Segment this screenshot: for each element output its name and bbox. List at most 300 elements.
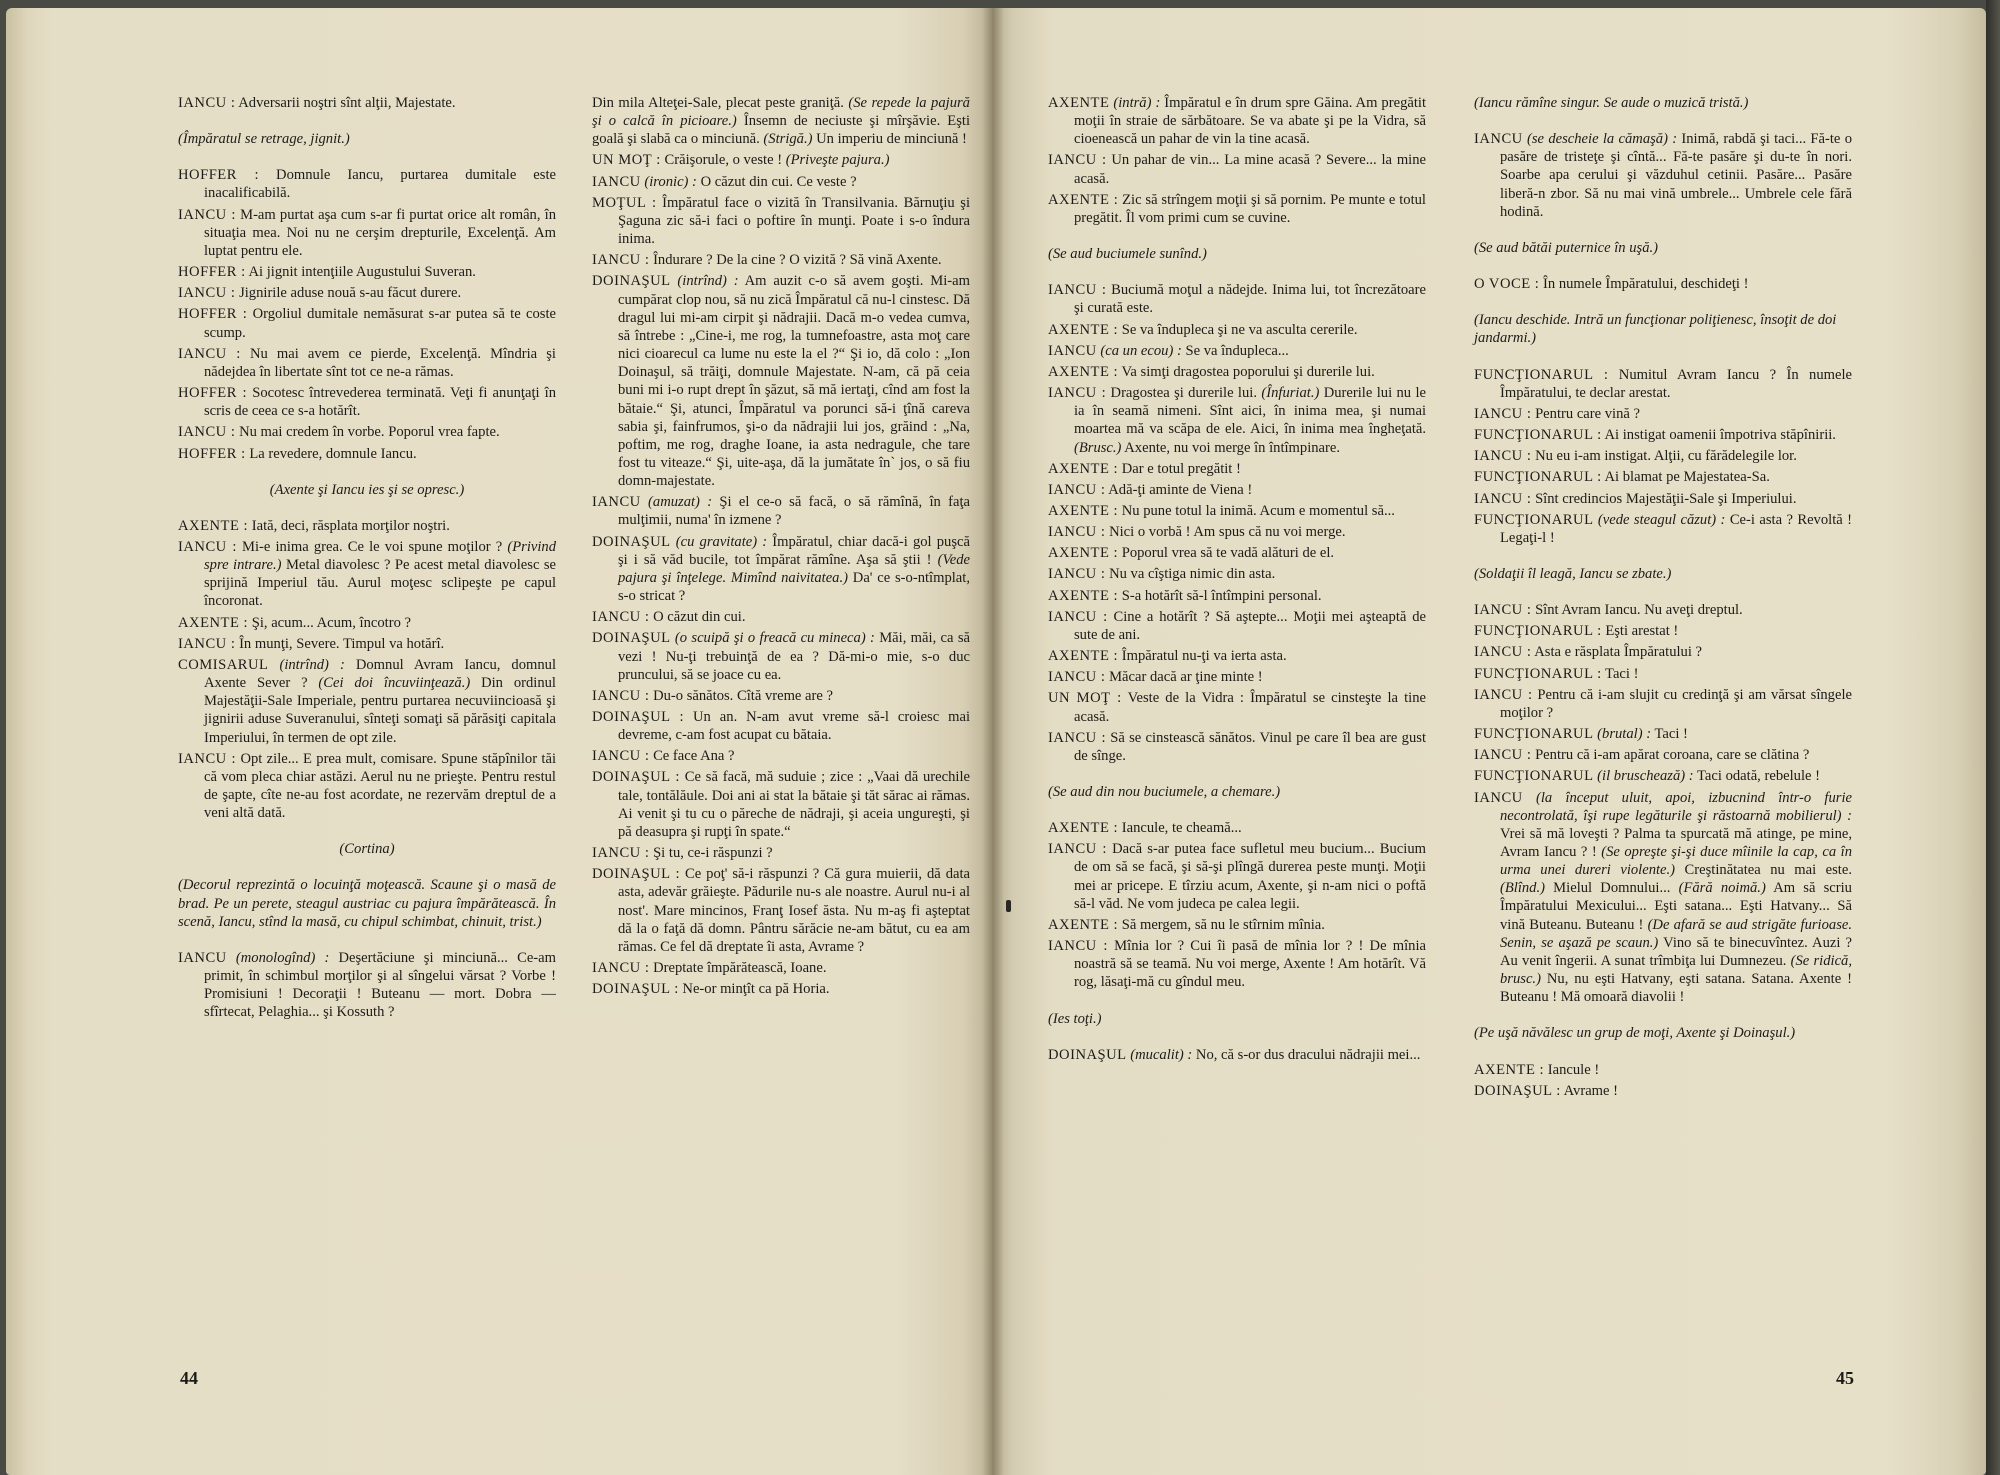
stage-direction-text: (Soldaţii îl leagă, Iancu se zbate.) <box>1474 565 1672 582</box>
speaker-name: AXENTE <box>1048 95 1110 111</box>
dialogue-text: Adversarii noştri sînt alţii, Majestate. <box>235 95 456 111</box>
stage-direction-inline: (De afară se aud strigăte furioase. Senin, se aşază pe scaun.) <box>1500 916 1853 951</box>
stage-direction-text: (Ies toţi.) <box>1048 1010 1102 1027</box>
speaker-name: DOINAŞUL <box>592 273 671 290</box>
dialogue-text: Va simţi dragostea poporului şi durerile lui. <box>1118 363 1375 380</box>
speaker-name: AXENTE : <box>1048 545 1119 562</box>
dialogue-line <box>1048 481 1426 499</box>
dialogue-line <box>1048 729 1426 765</box>
dialogue-text: Jignirile aduse nouă s-au făcut durere. <box>235 285 462 302</box>
speaker-name: DOINAŞUL <box>1048 1046 1127 1063</box>
dialogue-line <box>1048 151 1426 187</box>
dialogue-line <box>592 194 970 248</box>
dialogue-text: Dreptate împărătească, Ioane. <box>649 960 827 977</box>
speaker-name: FUNCŢIONARUL <box>1474 768 1594 785</box>
speaker-name: AXENTE : <box>1048 648 1119 665</box>
speaker-name: IANCU : <box>592 845 650 862</box>
text-column-right-2 <box>1474 94 1852 1103</box>
background-edge <box>1986 0 2000 1475</box>
dialogue-text: Adă-ţi aminte de Viena ! <box>1105 481 1253 498</box>
dialogue-line <box>1048 384 1426 457</box>
stage-direction-inline: (intrînd) : <box>268 656 345 673</box>
dialogue-line <box>1048 647 1426 665</box>
speaker-name: IANCU : <box>178 95 236 111</box>
text-column-left-2 <box>592 94 970 1001</box>
dialogue-text: Nu va cîştiga nimic din asta. <box>1105 566 1276 583</box>
stage-direction-inline: (amuzat) : <box>640 494 713 511</box>
speaker-name: DOINAŞUL : <box>592 709 685 725</box>
speaker-name: IANCU : <box>1048 938 1108 955</box>
dialogue-line <box>1474 767 1852 785</box>
dialogue-line <box>1048 523 1426 541</box>
speaker-name: IANCU : <box>592 609 650 626</box>
dialogue-text: Poporul vrea să te vadă alături de el. <box>1118 545 1335 562</box>
stage-direction-inline: (ironic) : <box>640 173 697 190</box>
dialogue-line <box>592 608 970 626</box>
dialogue-line <box>1048 608 1426 644</box>
dialogue-line <box>1048 916 1426 934</box>
stage-direction-inline: (o scuipă şi o freacă cu mineca) : <box>670 630 875 647</box>
speaker-name: AXENTE : <box>1048 363 1119 380</box>
stage-direction <box>1048 1010 1426 1028</box>
dialogue-line <box>592 493 970 529</box>
dialogue-text: Nu pune totul la inimă. Acum e momentul să... <box>1118 502 1395 519</box>
speaker-name: FUNCŢIONARUL : <box>1474 665 1602 682</box>
dialogue-text: Zic să strîngem moţii şi să pornim. Pe munte e totul pregătit. Îl vom primi cum se cuvine. <box>1074 191 1426 226</box>
dialogue-text: Nici o vorbă ! Am spus că nu voi merge. <box>1105 524 1346 541</box>
stage-direction-inline: (la început uluit, apoi, izbucnind într-o furie necontrolată, îşi rupe legăturile şi răstoarnă mobilierul) : <box>1500 789 1852 824</box>
dialogue-line <box>178 284 556 302</box>
dialogue-line <box>178 206 556 260</box>
dialogue-text: La revedere, domnule Iancu. <box>245 445 417 462</box>
dialogue-line <box>1474 686 1852 722</box>
speaker-name: AXENTE : <box>1048 321 1119 338</box>
dialogue-text: Opt zile... E prea mult, comisare. Spune stăpînilor tăi că vom pleca chiar astăzi. Aerul nu ne prieşte. Pentru restul de şapte, cîte ne-au fost acordate, ne rezervăm dreptul de a veni altă dată. <box>204 750 556 822</box>
dialogue-text: Pentru că i-am slujit cu credinţă şi am vărsat sîngele moţilor ? <box>1500 686 1852 721</box>
speaker-name: IANCU : <box>1048 841 1107 858</box>
speaker-name: AXENTE : <box>1474 1061 1545 1078</box>
speaker-name: IANCU : <box>1048 566 1106 583</box>
stage-direction-text: (Cortina) <box>339 841 395 858</box>
dialogue-line <box>1474 622 1852 640</box>
dialogue-line <box>1474 275 1852 293</box>
speaker-name: FUNCŢIONARUL : <box>1474 469 1602 486</box>
stage-direction-inline: (Cei doi încuviinţează.) <box>318 675 471 692</box>
speaker-name: IANCU : <box>1048 152 1107 169</box>
dialogue-text: Domnul Avram Iancu, domnul Axente Sever ? <box>204 656 556 692</box>
dialogue-text: Pentru care vină ? <box>1531 405 1641 422</box>
speaker-name: IANCU : <box>592 960 650 977</box>
stage-direction-inline: (ca un ecou) : <box>1096 342 1182 359</box>
dialogue-text: Metal diavolesc ? Pe acest metal diavolesc se sprijină Imperiul tău. Aurul moţesc sclipeşte pe capul încoronat. <box>204 557 556 610</box>
speaker-name: IANCU : <box>178 750 237 767</box>
dialogue-text: Ai blamat pe Majestatea-Sa. <box>1601 469 1770 486</box>
dialogue-line <box>178 94 556 112</box>
speaker-name: IANCU : <box>1048 385 1107 402</box>
dialogue-text: Numitul Avram Iancu ? În numele Împăratului, te declar arestat. <box>1500 366 1852 401</box>
stage-direction <box>178 130 556 148</box>
stage-direction-inline: (il bruschează) : <box>1593 768 1694 785</box>
speaker-name: FUNCŢIONARUL : <box>1474 623 1602 640</box>
dialogue-text: Vino să te binecuvîntez. Auzi ? Au venit îngerii. A sunat trîmbiţa lui Dumnezeu. <box>1500 934 1853 969</box>
dialogue-line <box>1048 94 1426 148</box>
dialogue-line <box>592 747 970 765</box>
speaker-name: IANCU <box>1474 789 1523 806</box>
dialogue-text: S-a hotărît să-l întîmpini personal. <box>1118 587 1322 604</box>
dialogue-text: Nu mai credem în vorbe. Poporul vrea fapte. <box>235 424 500 441</box>
stage-direction-inline: (brutal) : <box>1593 726 1652 743</box>
dialogue-line <box>1474 366 1852 402</box>
speaker-name: IANCU : <box>1048 282 1107 299</box>
stage-direction-inline: (Vede pajura şi înţelege. Mimînd naivitatea.) <box>618 551 970 586</box>
dialogue-text: Ai jignit intenţiile Augustului Suveran. <box>245 264 476 281</box>
stage-direction-inline: (Blînd.) <box>1500 880 1545 897</box>
dialogue-line <box>1474 130 1852 221</box>
dialogue-text: Dar e totul pregătit ! <box>1118 460 1241 477</box>
gutter-mark <box>1006 900 1011 912</box>
page-number-right: 45 <box>1836 1368 1854 1388</box>
speaker-name: IANCU <box>592 494 641 511</box>
speaker-name: FUNCŢIONARUL : <box>1474 427 1602 444</box>
dialogue-text: Sînt Avram Iancu. Nu aveţi dreptul. <box>1531 602 1743 619</box>
dialogue-text: În munţi, Severe. Timpul va hotărî. <box>235 635 445 652</box>
stage-direction-inline: (mucalit) : <box>1126 1046 1193 1063</box>
dialogue-text: Avrame ! <box>1560 1082 1619 1099</box>
dialogue-text: O căzut din cui. Ce veste ? <box>696 173 857 190</box>
speaker-name: IANCU <box>178 949 227 966</box>
speaker-name: IANCU : <box>592 687 650 704</box>
dialogue-text: Cine a hotărît ? Să aştepte... Moţii mei aşteaptă de sute de ani. <box>1074 608 1427 643</box>
dialogue-line <box>178 538 556 611</box>
dialogue-text: Taci ! <box>1601 665 1639 682</box>
dialogue-text: Din mila Alteţei-Sale, plecat peste graniţă. <box>592 95 849 111</box>
text-column-left-1 <box>178 94 556 1025</box>
speaker-name: HOFFER : <box>178 264 246 281</box>
speaker-name: O VOCE : <box>1474 276 1540 293</box>
dialogue-text: Un pahar de vin... La mine acasă ? Severe... la mine acasă. <box>1074 152 1427 187</box>
dialogue-text: Crăişorule, o veste ! <box>660 152 786 169</box>
dialogue-line <box>178 263 556 281</box>
stage-direction-text: (Axente şi Iancu ies şi se opresc.) <box>269 481 465 498</box>
dialogue-text: Ce-i asta ? Revoltă ! Legaţi-l ! <box>1500 511 1852 546</box>
dialogue-text: Să mergem, să nu le stîrnim mînia. <box>1118 916 1325 933</box>
dialogue-text: Împăratul nu-ţi va ierta asta. <box>1118 648 1287 665</box>
dialogue-line <box>1048 937 1426 991</box>
stage-direction <box>1474 239 1852 257</box>
dialogue-text: Nu, nu eşti Hatvany, eşti satana. Satana. Axente ! Buteanu ! Mă omoară diavolii ! <box>1500 971 1852 1006</box>
dialogue-text: Un an. N-am avut vreme să-l croiesc mai devreme, c-am fost acupat cu bătaia. <box>618 709 971 744</box>
speaker-name: AXENTE : <box>1048 191 1119 208</box>
dialogue-text: O căzut din cui. <box>649 609 746 626</box>
dialogue-line <box>178 517 556 535</box>
dialogue-line <box>592 151 970 169</box>
dialogue-line <box>178 750 556 823</box>
dialogue-line <box>1474 405 1852 423</box>
dialogue-text: Orgoliul dumitale nemăsurat s-ar putea să te coste scump. <box>204 306 556 341</box>
dialogue-line <box>178 384 556 420</box>
dialogue-text: Ai instigat oamenii împotriva stăpînirii. <box>1601 427 1836 444</box>
dialogue-text: Nu mai avem ce pierde, Excelenţă. Mîndria şi nădejdea în libertate sînt tot ce ne-a rămas. <box>204 345 556 380</box>
speaker-name: IANCU : <box>1474 448 1532 465</box>
stage-direction <box>1474 94 1852 112</box>
dialogue-text: Un imperiu de minciună ! <box>812 131 967 148</box>
speaker-name: IANCU : <box>1048 524 1106 541</box>
dialogue-line <box>592 844 970 862</box>
dialogue-line <box>178 614 556 632</box>
dialogue-line <box>592 865 970 956</box>
dialogue-text: Domnule Iancu, purtarea dumitale este inacalificabilă. <box>204 167 556 202</box>
speaker-name: DOINAŞUL : <box>592 981 679 998</box>
stage-direction-inline: (se descheie la cămaşă) : <box>1522 131 1678 148</box>
speaker-name: IANCU : <box>178 635 236 652</box>
dialogue-line <box>592 94 970 148</box>
dialogue-line <box>1474 643 1852 661</box>
dialogue-line <box>1048 544 1426 562</box>
stage-direction-inline: (Înfuriat.) <box>1261 385 1320 402</box>
speaker-name: UN MOŢ : <box>1048 690 1122 707</box>
dialogue-line <box>592 173 970 191</box>
dialogue-text: Nu eu i-am instigat. Alţii, cu fărădelegile lor. <box>1531 448 1797 465</box>
speaker-name: IANCU : <box>1474 747 1532 764</box>
stage-direction-inline: (intră) : <box>1109 95 1161 111</box>
stage-direction-inline: (Se opreşte şi-şi duce mîinile la cap, ca în urma unei dureri violente.) <box>1500 844 1852 879</box>
stage-direction-text: (Împăratul se retrage, jignit.) <box>178 131 350 148</box>
dialogue-line <box>1474 426 1852 444</box>
stage-direction-inline: (Priveşte pajura.) <box>785 152 890 169</box>
dialogue-text: Măi, măi, ca să vezi ! Nu-ţi trebuinţă de ea ? Dă-mi-o mie, s-o duc pruncului, să se joace cu ea. <box>618 630 970 683</box>
speaker-name: DOINAŞUL <box>592 630 671 647</box>
dialogue-line <box>178 423 556 441</box>
stage-direction <box>178 876 556 930</box>
text-column-right-1 <box>1048 94 1426 1067</box>
dialogue-text: Da' ce s-o-ntîmplat, s-o stricat ? <box>618 569 970 605</box>
dialogue-text: Sînt credincios Majestăţii-Sale şi Imperiului. <box>1531 490 1797 507</box>
dialogue-text: M-am purtat aşa cum s-ar fi purtat orice alt român, în situaţia mea. Noi nu ne cerşim drepturile, Excelenţă. Am luptat pentru ele. <box>204 206 557 259</box>
dialogue-line <box>178 445 556 463</box>
dialogue-text: În numele Împăratului, deschideţi ! <box>1539 276 1749 293</box>
dialogue-line <box>1474 447 1852 465</box>
dialogue-text: Împăratul, chiar dacă-i gol puşcă şi i să văd bucile, tot împărat rămîne. Aşa să ştii ! <box>618 533 970 568</box>
dialogue-text: Socotesc întrevederea terminată. Veţi fi anunţaţi în scris de ceea ce s-a hotărît. <box>204 385 556 420</box>
dialogue-line <box>1474 789 1852 1007</box>
dialogue-line <box>178 166 556 202</box>
dialogue-text: Du-o sănătos. Cîtă vreme are ? <box>649 687 833 704</box>
dialogue-line <box>1474 746 1852 764</box>
dialogue-text: Dragostea şi durerile lui. <box>1106 385 1262 402</box>
speaker-name: DOINAŞUL : <box>1474 1082 1561 1099</box>
dialogue-text: Mi-e inima grea. Ce le voi spune moţilor ? <box>236 538 508 555</box>
dialogue-line <box>178 656 556 747</box>
speaker-name: IANCU : <box>592 748 650 765</box>
speaker-name: IANCU : <box>1474 686 1533 703</box>
speaker-name: IANCU : <box>1474 490 1532 507</box>
dialogue-text: Îndurare ? De la cine ? O vizită ? Să vină Axente. <box>649 252 942 269</box>
speaker-name: AXENTE : <box>1048 820 1119 837</box>
speaker-name: IANCU : <box>1474 644 1532 661</box>
dialogue-line <box>1048 1046 1426 1064</box>
speaker-name: FUNCŢIONARUL <box>1474 511 1594 528</box>
stage-direction-inline: (Fără noimă.) <box>1678 880 1766 897</box>
dialogue-line <box>1474 511 1852 547</box>
dialogue-line <box>178 949 556 1022</box>
speaker-name: IANCU : <box>1474 405 1532 422</box>
dialogue-line <box>592 251 970 269</box>
stage-direction-text: (Se aud din nou buciumele, a chemare.) <box>1048 784 1281 800</box>
stage-direction <box>1474 311 1852 347</box>
dialogue-line <box>592 980 970 998</box>
dialogue-line <box>592 959 970 977</box>
speaker-name: IANCU : <box>1048 608 1108 625</box>
speaker-name: AXENTE : <box>1048 916 1119 933</box>
dialogue-text: Să se cinstească sănătos. Vinul pe care îl bea are gust de sînge. <box>1074 729 1426 764</box>
speaker-name: IANCU : <box>178 345 241 362</box>
stage-direction <box>1474 1024 1852 1042</box>
dialogue-text: Şi, acum... Acum, încotro ? <box>248 614 412 631</box>
speaker-name: HOFFER : <box>178 445 246 462</box>
speaker-name: FUNCŢIONARUL <box>1474 726 1594 743</box>
speaker-name: IANCU <box>592 173 641 190</box>
dialogue-line <box>592 629 970 683</box>
dialogue-text: Deşertăciune şi minciună... Ce-am primit, în schimbul morţilor şi al sîngelui vărsat ? Vorbe ! Promisiuni ! Decoraţii ! Buteanu — mort. Dobra — sfîrtecat, Pelaghia... şi Kossuth ? <box>204 949 556 1021</box>
stage-direction <box>1474 565 1852 583</box>
book-gutter <box>982 8 1004 1475</box>
dialogue-text: Ne-or minţît ca pă Horia. <box>678 981 830 998</box>
dialogue-text: No, că s-or dus dracului nădrajii mei... <box>1192 1046 1421 1063</box>
stage-direction-text: (Pe uşă năvălesc un grup de moţi, Axente şi Doinaşul.) <box>1474 1025 1796 1042</box>
speaker-name: IANCU : <box>1474 602 1532 619</box>
dialogue-text: Taci ! <box>1651 726 1688 743</box>
dialogue-text: Măcar dacă ar ţine minte ! <box>1105 669 1263 686</box>
stage-direction-inline: (cu gravitate) : <box>670 533 768 550</box>
dialogue-text: Taci odată, rebelule ! <box>1693 768 1820 785</box>
stage-direction-inline: (Brusc.) <box>1074 439 1122 456</box>
dialogue-line <box>1048 587 1426 605</box>
speaker-name: IANCU : <box>1048 729 1107 746</box>
dialogue-line <box>592 768 970 841</box>
stage-direction-inline: (Se repede la pajură şi o calcă în picioare.) <box>592 95 970 130</box>
speaker-name: IANCU : <box>1048 481 1106 498</box>
speaker-name: IANCU : <box>178 424 236 441</box>
stage-direction-text: (Iancu rămîne singur. Se aude o muzică tristă.) <box>1474 95 1749 111</box>
speaker-name: AXENTE : <box>178 614 249 631</box>
stage-direction <box>178 840 556 858</box>
dialogue-text: Am auzit c-o să avem goşti. Mi-am cumpărat clop nou, să nu zică Împăratul că nu-l cinstesc. Dă dragul lui mi-am cirpit şi nădrajii. Dacă m-o vedea cumva, să întrebe : „Cine-i, me rog, la tumnefoastre, asta moţ care nici cioarecul ca lume nu este la el ?“ Şi io, dă colo : „Ion Doinaşul, să trăiţi, domnule Majestate. N-am, că pă ceia buni mi i-o rupt drept în şăzut, să mă iertaţi, cînd am fost la bătaie.“ Şi, atunci, Împăratul va porunci să-i ţînă careva sabia şi, fainfrumos, şi-o da nădrajii lui jos, grăind : „Na, poftim, me rog, draghe Ioane, ia asta nedragule, che tare fost tu viteaze.“ Şi, uite-aşa, dă la jumătate în` jos, o să fiu domn-majestate. <box>618 273 970 490</box>
speaker-name: COMISARUL <box>178 656 269 673</box>
dialogue-text: Asta e răsplata Împăratului ? <box>1531 644 1703 661</box>
dialogue-text: Buciumă moţul a nădejde. Inima lui, tot încrezătoare şi curată este. <box>1074 282 1426 317</box>
dialogue-text: Iancule ! <box>1544 1061 1600 1078</box>
dialogue-line <box>592 687 970 705</box>
speaker-name: AXENTE : <box>1048 460 1119 477</box>
speaker-name: IANCU <box>1048 342 1097 359</box>
speaker-name: IANCU : <box>178 285 236 302</box>
speaker-name: UN MOŢ : <box>592 152 661 169</box>
stage-direction <box>1048 783 1426 801</box>
dialogue-text: Dacă s-ar putea face sufletul meu bucium... Bucium de om să se facă, şi să-şi plîngă durerea peste munţi. Moţii mei ar pricepe. E tîrziu acum, Axente, şi n-am nici o poftă să-l văd. Ne vom judeca pe calea legii. <box>1074 841 1426 912</box>
dialogue-text: Se va îndupleca şi ne va asculta cererile. <box>1118 321 1358 338</box>
speaker-name: IANCU : <box>178 206 236 223</box>
dialogue-line <box>1048 281 1426 317</box>
dialogue-line <box>1048 840 1426 913</box>
speaker-name: AXENTE : <box>1048 587 1119 604</box>
dialogue-text: Şi el ce-o să facă, o să rămînă, în faţa mulţimii, numa' în izmene ? <box>618 494 970 529</box>
dialogue-text: Veste de la Vidra : Împăratul se cinsteşte la tine acasă. <box>1074 690 1426 725</box>
speaker-name: IANCU : <box>178 538 237 555</box>
dialogue-text: Inimă, rabdă şi taci... Fă-te o pasăre de tristeţe şi cîntă... Fă-te pasăre şi du-te în nori. Soarbe apa cerului şi văzduhul cetinii. Pasăre... Pasăre liberă-n zbor. Să nu mai vină umbrele... Umbrele cele fără hodină. <box>1500 131 1853 220</box>
speaker-name: HOFFER : <box>178 385 248 402</box>
dialogue-text: Iancule, te cheamă... <box>1118 820 1242 837</box>
stage-direction <box>1048 245 1426 263</box>
speaker-name: DOINAŞUL : <box>592 866 681 883</box>
dialogue-line <box>1474 1082 1852 1100</box>
dialogue-line <box>1474 665 1852 683</box>
stage-direction-text: (Iancu deschide. Intră un funcţionar poliţienesc, însoţit de doi jandarmi.) <box>1474 312 1837 347</box>
dialogue-line <box>1048 321 1426 339</box>
speaker-name: HOFFER : <box>178 306 248 323</box>
dialogue-line <box>1048 689 1426 725</box>
speaker-name: FUNCŢIONARUL : <box>1474 366 1609 383</box>
dialogue-line <box>178 635 556 653</box>
dialogue-line <box>178 305 556 341</box>
dialogue-text: Iată, deci, răsplata morţilor noştri. <box>248 517 450 534</box>
dialogue-line <box>1048 342 1426 360</box>
dialogue-text: Din ordinul Majestăţii-Sale Imperiale, pentru purtarea necuviincioasă şi jignirii aduse Suveranului, sînteţi somaţi să părăsiţi capitala Imperiului, în termen de opt zile. <box>204 675 556 746</box>
dialogue-text: Am să scriu Împăratului Mexicului... Eşti satana... Eşti Hatvany... Să vină Buteanu. Buteanu ! <box>1500 880 1852 933</box>
dialogue-text: Mînia lor ? Cui îi pasă de mînia lor ? ! De mînia noastră să se teamă. Nu voi merge, Axente ! Am hotărît. Vă rog, lăsaţi-mă cu gîndul meu. <box>1074 938 1426 991</box>
dialogue-text: Pentru că i-am apărat coroana, care se clătina ? <box>1531 747 1810 764</box>
stage-direction <box>178 481 556 499</box>
dialogue-text: Axente, nu voi merge în întîmpinare. <box>1121 439 1341 456</box>
dialogue-text: Împăratul face o vizită în Transilvania. Bărnuţiu şi Şaguna zic să-i faci o poftire în munţi. Poate i s-o îndura inima. <box>618 194 970 248</box>
dialogue-text: Ce poţ' să-i răspunzi ? Că gura muierii, dă data asta, adevăr grăieşte. Pădurile nu-s ale noastre. Aurul nu-i al nost'. Mare mincinos, Franţ Iosef ăsta. Nu m-aş fi aşteptat dă la o faţă dă domn. Pântru sărăcie ne-am bătut, cu ea am rămas. Ce fel dă dreptate îi asta, Avrame ? <box>618 866 970 955</box>
speaker-name: IANCU <box>1474 131 1523 148</box>
dialogue-line <box>1048 819 1426 837</box>
dialogue-line <box>592 708 970 744</box>
stage-direction-text: (Se aud buciumele sunînd.) <box>1048 246 1207 263</box>
dialogue-text: Vrei să mă loveşti ? Palma ta spurcată mă atinge, pe mine, Avram Iancu ? ! <box>1500 825 1852 860</box>
speaker-name: DOINAŞUL : <box>592 769 680 786</box>
speaker-name: AXENTE : <box>178 517 249 534</box>
stage-direction-text: (Decorul reprezintă o locuinţă moţească. Scaune şi o masă de brad. Pe un perete, steagul austriac cu pajura împărătească. În scenă, Iancu, stînd la masă, cu chipul schimbat, chinuit, trist.) <box>178 877 556 930</box>
dialogue-text: Însemn de neciuste şi mîrşăvie. Eşti goală şi slabă ca o minciună. <box>592 113 970 148</box>
speaker-name: AXENTE : <box>1048 502 1119 519</box>
dialogue-line <box>1048 460 1426 478</box>
stage-direction-text: (Se aud bătăi puternice în uşă.) <box>1474 239 1659 256</box>
dialogue-line <box>1474 725 1852 743</box>
dialogue-line <box>1048 191 1426 227</box>
stage-direction-inline: (Se ridică, brusc.) <box>1500 952 1852 988</box>
dialogue-line <box>1474 601 1852 619</box>
speaker-name: IANCU : <box>1048 669 1106 686</box>
dialogue-text: Ce face Ana ? <box>649 748 735 765</box>
dialogue-line <box>1474 468 1852 486</box>
dialogue-text: Eşti arestat ! <box>1601 623 1679 640</box>
stage-direction-inline: (vede steagul căzut) : <box>1593 511 1726 528</box>
dialogue-line <box>1048 363 1426 381</box>
stage-direction-inline: (monologînd) : <box>226 949 330 966</box>
dialogue-text: Durerile lui nu le ia în seamă nimeni. Sînt aici, în inima mea, şi numai moartea mă va scăpa de ele. Aici, în inima mea îngheţată. <box>1074 385 1427 438</box>
dialogue-line <box>178 345 556 381</box>
dialogue-text: Ce să facă, mă suduie ; zice : „Vaai dă urechile tale, tontălăule. Doi ani ai stat la bătaie şi tăt sărac ai rămas. Ai venit şi tu cu o păreche de nădraji, şi aceia ungureşti, şi pă deasupra şi rupţi în spate.“ <box>618 769 971 840</box>
stage-direction-inline: (intrînd) : <box>670 273 739 290</box>
dialogue-text: Mielul Domnului... <box>1545 880 1679 897</box>
stage-direction-inline: (Strigă.) <box>763 131 813 148</box>
dialogue-text: Creştinătatea nu mai este. <box>1675 862 1852 879</box>
speaker-name: HOFFER : <box>178 167 260 184</box>
dialogue-line <box>592 533 970 606</box>
dialogue-line <box>1474 1061 1852 1079</box>
dialogue-text: Împăratul e în drum spre Găina. Am pregătit moţii în straie de sărbătoare. Se va abate şi pe la Vidra, să cioenească un pahar de vin la tine acasă. <box>1074 95 1427 148</box>
